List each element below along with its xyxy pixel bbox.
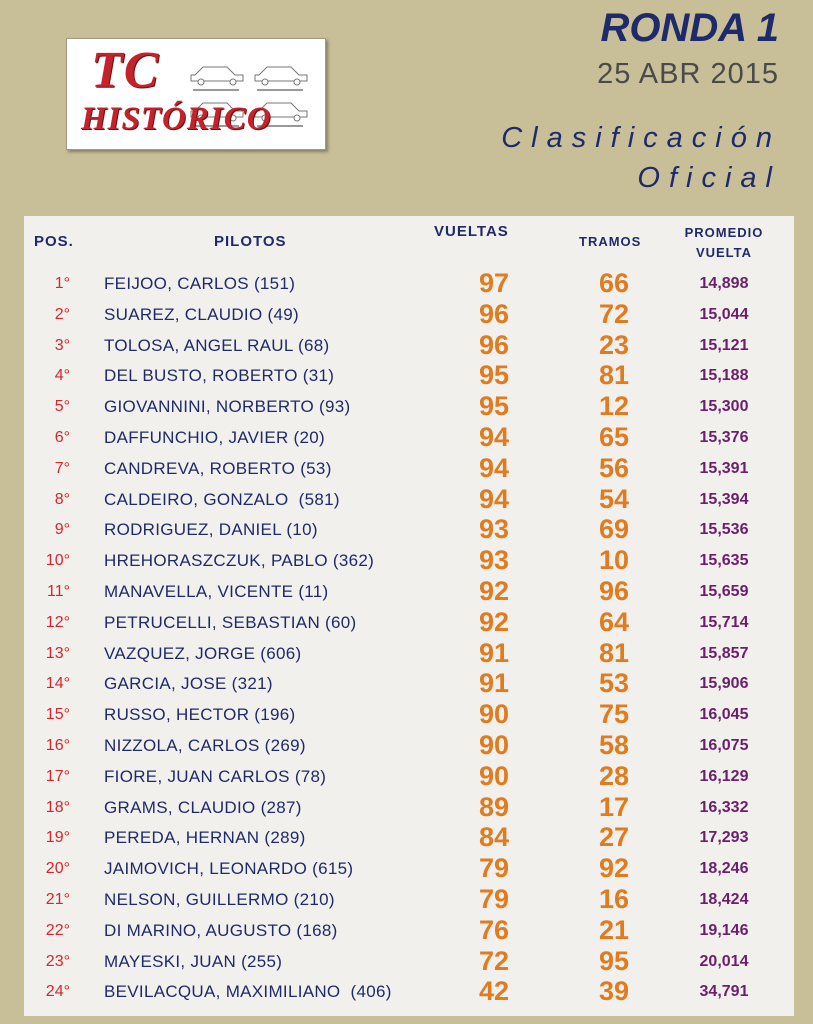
laps-cell: 76	[478, 914, 510, 945]
table-row	[24, 915, 794, 946]
header-tramos: TRAMOS	[579, 234, 642, 249]
table-row	[24, 884, 794, 915]
table-row	[24, 360, 794, 391]
logo-tc: TC	[91, 42, 160, 99]
table-row	[24, 730, 794, 761]
driver-cell: FEIJOO, CARLOS (151)	[104, 274, 296, 293]
average-cell: 15,906	[699, 675, 749, 693]
table-row	[24, 976, 794, 1007]
sections-cell: 21	[598, 914, 630, 945]
position-cell: 10°	[45, 552, 70, 570]
table-row	[24, 792, 794, 823]
average-cell: 17,293	[699, 829, 749, 847]
sections-cell: 53	[598, 668, 630, 699]
sections-cell: 12	[598, 391, 630, 422]
driver-cell: NIZZOLA, CARLOS (269)	[104, 736, 306, 755]
sections-cell: 54	[598, 483, 630, 514]
sections-cell: 69	[598, 514, 630, 545]
average-cell: 18,246	[699, 860, 749, 878]
laps-cell: 91	[478, 668, 510, 699]
sections-cell: 81	[598, 637, 630, 668]
position-cell: 9°	[54, 521, 70, 539]
position-cell: 22°	[45, 921, 70, 939]
laps-cell: 96	[478, 298, 510, 329]
laps-cell: 72	[478, 945, 510, 976]
driver-cell: VAZQUEZ, JORGE (606)	[104, 643, 302, 663]
average-cell: 15,536	[699, 521, 749, 539]
sections-cell: 72	[598, 298, 630, 329]
position-cell: 11°	[46, 583, 70, 600]
table-row	[24, 330, 794, 361]
driver-cell: GRAMS, CLAUDIO (287)	[104, 797, 302, 817]
average-cell: 14,898	[699, 275, 749, 292]
average-cell: 15,121	[699, 336, 749, 354]
table-row	[24, 299, 794, 330]
position-cell: 8°	[54, 490, 70, 508]
table-row	[24, 853, 794, 884]
driver-cell: BEVILACQUA, MAXIMILIANO (406)	[104, 982, 392, 1002]
sections-cell: 92	[598, 853, 630, 884]
position-cell: 18°	[45, 798, 70, 816]
laps-cell: 95	[478, 360, 510, 391]
laps-cell: 93	[478, 514, 510, 545]
driver-cell: RUSSO, HECTOR (196)	[104, 705, 296, 725]
driver-cell: DAFFUNCHIO, JAVIER (20)	[104, 428, 325, 447]
driver-cell: PEREDA, HERNAN (289)	[104, 828, 306, 848]
table-row	[24, 391, 794, 422]
position-cell: 13°	[45, 644, 70, 662]
sections-cell: 28	[598, 760, 630, 791]
laps-cell: 84	[478, 822, 510, 853]
average-cell: 15,394	[699, 490, 749, 508]
position-cell: 17°	[45, 767, 70, 785]
average-cell: 18,424	[699, 891, 749, 908]
header-promedio-line1: PROMEDIO	[684, 225, 764, 240]
table-row	[24, 607, 794, 638]
laps-cell: 97	[478, 268, 510, 298]
classification-heading	[381, 118, 781, 198]
average-cell: 15,391	[699, 459, 749, 477]
table-row	[24, 484, 794, 515]
average-cell: 15,376	[699, 429, 749, 446]
position-cell: 15°	[45, 706, 70, 724]
table-row	[24, 699, 794, 730]
position-cell: 23°	[45, 952, 70, 970]
table-row	[24, 946, 794, 977]
driver-cell: FIORE, JUAN CARLOS (78)	[104, 766, 327, 786]
laps-cell: 79	[478, 853, 510, 884]
laps-cell: 89	[478, 791, 510, 822]
table-row	[24, 545, 794, 576]
laps-cell: 92	[478, 606, 510, 637]
driver-cell: CANDREVA, ROBERTO (53)	[104, 458, 332, 478]
sections-cell: 39	[598, 976, 630, 1007]
driver-cell: RODRIGUEZ, DANIEL (10)	[104, 520, 318, 540]
laps-cell: 95	[478, 391, 510, 422]
laps-cell: 94	[478, 452, 510, 483]
table-header	[24, 216, 794, 266]
sections-cell: 56	[598, 452, 630, 483]
average-cell: 15,300	[699, 398, 749, 416]
position-cell: 1°	[54, 275, 70, 292]
results-table	[24, 216, 794, 1016]
sections-cell: 10	[598, 545, 630, 576]
laps-cell: 79	[478, 884, 510, 914]
position-cell: 12°	[45, 613, 70, 631]
driver-cell: MAYESKI, JUAN (255)	[104, 951, 283, 971]
average-cell: 34,791	[699, 983, 749, 1001]
table-row	[24, 822, 794, 853]
position-cell: 6°	[54, 429, 70, 446]
position-cell: 16°	[45, 737, 70, 754]
driver-cell: JAIMOVICH, LEONARDO (615)	[104, 859, 354, 879]
sections-cell: 64	[598, 606, 630, 637]
laps-cell: 90	[478, 699, 510, 730]
heading-line-2: Oficial	[637, 162, 781, 194]
average-cell: 15,857	[699, 644, 749, 662]
table-row	[24, 576, 794, 607]
laps-cell: 93	[478, 545, 510, 576]
sections-cell: 16	[598, 884, 630, 914]
laps-cell: 91	[478, 637, 510, 668]
average-cell: 16,129	[699, 767, 749, 785]
table-row	[24, 422, 794, 453]
event-date: 25 ABR 2015	[597, 58, 779, 90]
sections-cell: 95	[598, 945, 630, 976]
sections-cell: 23	[598, 329, 630, 360]
laps-cell: 96	[478, 329, 510, 360]
average-cell: 19,146	[699, 921, 749, 939]
sections-cell: 58	[598, 730, 630, 760]
position-cell: 2°	[54, 305, 70, 323]
position-cell: 4°	[54, 367, 70, 385]
table-row	[24, 761, 794, 792]
driver-cell: CALDEIRO, GONZALO (581)	[104, 489, 340, 509]
driver-cell: PETRUCELLI, SEBASTIAN (60)	[104, 612, 357, 632]
position-cell: 14°	[45, 675, 70, 693]
driver-cell: HREHORASZCZUK, PABLO (362)	[104, 551, 375, 571]
driver-cell: DEL BUSTO, ROBERTO (31)	[104, 366, 335, 386]
table-row	[24, 453, 794, 484]
position-cell: 7°	[54, 459, 70, 477]
average-cell: 16,045	[699, 706, 749, 724]
laps-cell: 94	[478, 483, 510, 514]
table-row	[24, 514, 794, 545]
sections-cell: 17	[598, 791, 630, 822]
laps-cell: 42	[478, 976, 510, 1007]
laps-cell: 92	[478, 576, 510, 606]
tc-historico-logo	[66, 38, 326, 150]
header-pos: POS.	[34, 233, 74, 250]
sections-cell: 96	[598, 576, 630, 606]
driver-cell: DI MARINO, AUGUSTO (168)	[104, 920, 338, 940]
heading-line-1: Clasificación	[501, 122, 781, 154]
header-vueltas: VUELTAS	[434, 223, 509, 240]
sections-cell: 27	[598, 822, 630, 853]
sections-cell: 81	[598, 360, 630, 391]
header-promedio-line2: VUELTA	[695, 245, 753, 260]
average-cell: 16,332	[699, 798, 749, 816]
table-row	[24, 668, 794, 699]
average-cell: 15,659	[699, 583, 749, 600]
driver-cell: MANAVELLA, VICENTE (11)	[104, 582, 329, 601]
position-cell: 5°	[54, 398, 70, 416]
round-title: RONDA 1	[600, 6, 779, 50]
driver-cell: NELSON, GUILLERMO (210)	[104, 890, 335, 909]
average-cell: 15,188	[699, 367, 749, 385]
header-promedio	[684, 223, 764, 263]
sections-cell: 75	[598, 699, 630, 730]
position-cell: 20°	[45, 860, 70, 878]
header-pilotos: PILOTOS	[214, 233, 287, 250]
position-cell: 19°	[45, 829, 70, 847]
position-cell: 3°	[54, 336, 70, 354]
average-cell: 16,075	[699, 737, 749, 754]
average-cell: 15,044	[699, 305, 749, 323]
position-cell: 24°	[45, 983, 70, 1001]
laps-cell: 90	[478, 730, 510, 760]
driver-cell: GIOVANNINI, NORBERTO (93)	[104, 397, 351, 417]
driver-cell: SUAREZ, CLAUDIO (49)	[104, 304, 299, 324]
table-row	[24, 638, 794, 669]
sections-cell: 66	[598, 268, 630, 298]
logo-historico: HISTÓRICO	[81, 101, 272, 137]
average-cell: 20,014	[699, 952, 749, 970]
average-cell: 15,714	[699, 613, 749, 631]
laps-cell: 90	[478, 760, 510, 791]
position-cell: 21°	[45, 891, 70, 908]
driver-cell: TOLOSA, ANGEL RAUL (68)	[104, 335, 330, 355]
table-row	[24, 268, 794, 299]
driver-cell: GARCIA, JOSE (321)	[104, 674, 273, 694]
sections-cell: 65	[598, 422, 630, 452]
laps-cell: 94	[478, 422, 510, 452]
average-cell: 15,635	[699, 552, 749, 570]
